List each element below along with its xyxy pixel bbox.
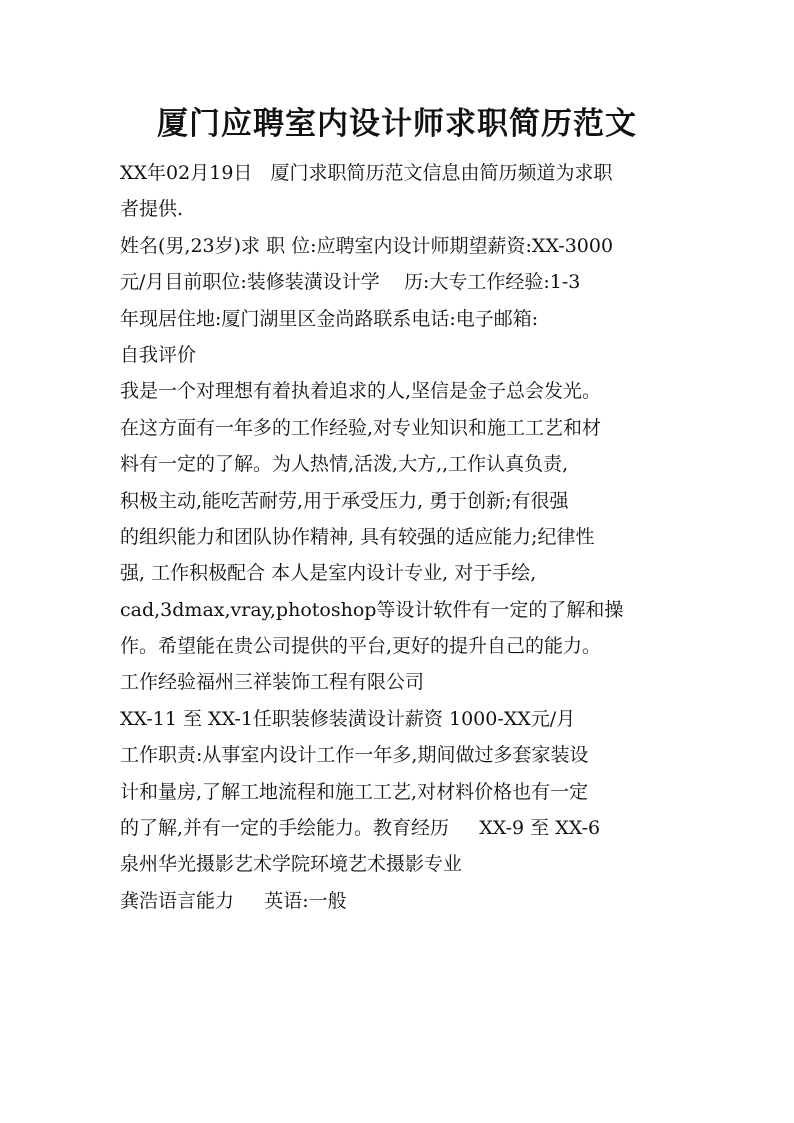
- text-line: 料有一定的了解。为人热情,活泼,大方,,工作认真负责,: [120, 453, 569, 476]
- text-line: cad,3dmax,vray,photoshop等设计软件有一定的了解和操: [120, 598, 624, 621]
- text-line: 元/月目前职位:装修装潢设计学 历:大专工作经验:1-3: [120, 271, 581, 294]
- document-body: [120, 155, 690, 919]
- text-line: 计和量房,了解工地流程和施工工艺,对材料价格也有一定: [120, 780, 589, 803]
- text-line: 龚浩语言能力 英语:一般: [120, 889, 347, 912]
- text-line: 姓名(男,23岁)求 职 位:应聘室内设计师期望薪资:XX-3000: [120, 234, 614, 257]
- text-line: 者提供.: [120, 198, 184, 221]
- text-line: XX-11 至 XX-1任职装修装潢设计薪资 1000-XX元/月: [120, 707, 576, 730]
- text-line: 的了解,并有一定的手绘能力。教育经历 XX-9 至 XX-6: [120, 817, 601, 840]
- section-heading: 自我评价: [120, 343, 197, 366]
- text-line: 积极主动,能吃苦耐劳,用于承受压力, 勇于创新;有很强: [120, 489, 569, 512]
- text-line: 工作经验福州三祥装饰工程有限公司: [120, 671, 425, 694]
- text-line: 我是一个对理想有着执着追求的人,坚信是金子总会发光。: [120, 380, 602, 403]
- document-title: 厦门应聘室内设计师求职简历范文: [157, 106, 637, 142]
- text-line: XX年02月19日 厦门求职简历范文信息由简历频道为求职: [120, 162, 613, 184]
- text-line: 强, 工作积极配合 本人是室内设计专业, 对于手绘,: [120, 562, 537, 585]
- text-line: 年现居住地:厦门湖里区金尚路联系电话:电子邮箱:: [120, 307, 539, 330]
- text-line: 作。希望能在贵公司提供的平台,更好的提升自己的能力。: [120, 635, 602, 658]
- text-line: 工作职责:从事室内设计工作一年多,期间做过多套家装设: [120, 744, 589, 767]
- text-line: 泉州华光摄影艺术学院环境艺术摄影专业: [120, 853, 463, 876]
- text-line: 的组织能力和团队协作精神, 具有较强的适应能力;纪律性: [120, 525, 595, 548]
- text-line: 在这方面有一年多的工作经验,对专业知识和施工工艺和材: [120, 416, 602, 439]
